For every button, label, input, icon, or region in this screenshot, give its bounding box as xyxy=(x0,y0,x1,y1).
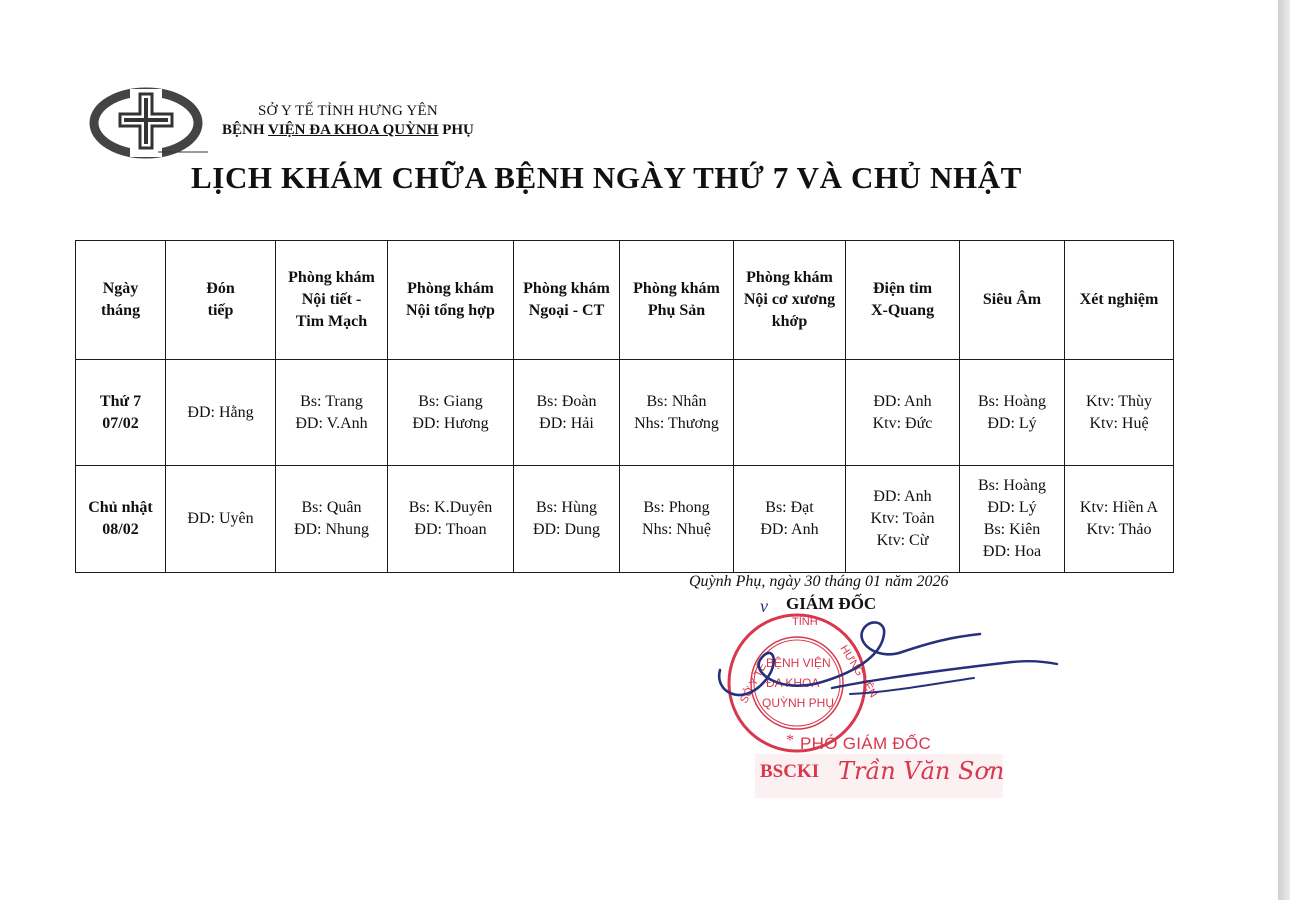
cell-line: ĐD: V.Anh xyxy=(295,414,368,432)
table-row xyxy=(76,360,1174,466)
schedule-cell xyxy=(734,466,846,573)
cell-line: Ngoại - CT xyxy=(528,302,605,319)
star-icon: * xyxy=(786,732,794,749)
cell-line: ĐD: Dung xyxy=(532,521,601,538)
date-cell xyxy=(76,360,166,466)
cell-line: Đón xyxy=(206,280,235,297)
cell-line: Nhs: Thương xyxy=(634,414,719,432)
cell-line: Điện tim xyxy=(872,280,933,297)
column-header xyxy=(1065,241,1174,360)
cell-line: ĐD: Hằng xyxy=(187,403,254,421)
cell-line: ĐD: Hương xyxy=(412,414,489,432)
svg-text:HƯNG YÊN: HƯNG YÊN xyxy=(837,643,880,700)
table-header-row xyxy=(76,241,1174,360)
cell-line: Bs: Hoàng xyxy=(978,477,1046,494)
cell-line: Bs: Phong xyxy=(643,499,710,516)
cell-line: Nội cơ xương xyxy=(743,291,836,308)
cell-line: Phụ Sản xyxy=(647,302,706,319)
initial-mark: v xyxy=(760,596,768,616)
hospital-logo xyxy=(90,86,212,168)
cell-line: Bs: K.Duyên xyxy=(408,499,493,516)
cell-line: ĐD: Hải xyxy=(539,414,594,432)
cell-line: Ktv: Cừ xyxy=(876,532,929,549)
cell-line: Ktv: Thảo xyxy=(1086,521,1152,538)
cell-line: Nhs: Nhuệ xyxy=(642,521,711,538)
place-and-date: Quỳnh Phụ, ngày 30 tháng 01 năm 2026 xyxy=(689,573,949,590)
column-header xyxy=(388,241,514,360)
director-title: GIÁM ĐỐC xyxy=(786,594,877,613)
cell-line: ĐD: Anh xyxy=(873,488,932,505)
cell-line: Bs: Đoàn xyxy=(536,392,597,410)
column-header xyxy=(846,241,960,360)
cell-line: ĐD: Uyên xyxy=(187,510,254,527)
department-name: SỞ Y TẾ TỈNH HƯNG YÊN xyxy=(258,103,438,119)
cell-line: Siêu Âm xyxy=(982,291,1042,308)
cell-line: Ktv: Đức xyxy=(872,414,933,432)
column-header xyxy=(76,241,166,360)
seal-text: QUỲNH PHỤ xyxy=(762,696,835,710)
table-row xyxy=(76,466,1174,573)
schedule-table xyxy=(75,240,1174,573)
cell-line: Bs: Trang xyxy=(300,392,363,410)
cell-line: Phòng khám xyxy=(746,269,833,286)
column-header xyxy=(514,241,620,360)
column-header xyxy=(276,241,388,360)
seal-text: BỆNH VIỆN xyxy=(766,656,831,670)
cell-line: ĐD: Lý xyxy=(987,499,1037,516)
svg-text:TỈNH: TỈNH xyxy=(792,616,818,628)
cell-line: khớp xyxy=(771,313,808,330)
cell-line: Bs: Quân xyxy=(301,499,362,516)
schedule-cell xyxy=(276,466,388,573)
svg-text:SỞ Y TẾ: SỞ Y TẾ xyxy=(738,661,770,706)
cell-line: Thứ 7 xyxy=(99,392,142,410)
schedule-cell xyxy=(1065,466,1174,573)
cell-line: Bs: Nhân xyxy=(646,392,707,410)
column-header xyxy=(166,241,276,360)
cell-line: Bs: Giang xyxy=(418,392,483,410)
cell-line: ĐD: Anh xyxy=(760,521,819,538)
hospital-name: BỆNH VIỆN ĐA KHOA QUỲNH PHỤ xyxy=(222,122,474,138)
cell-line: tiếp xyxy=(207,302,234,319)
cell-line: Ngày xyxy=(102,280,139,297)
cell-line: Bs: Hùng xyxy=(536,499,597,516)
cell-line: Bs: Hoàng xyxy=(978,392,1046,410)
signer-degree: BSCKI xyxy=(760,761,820,782)
cell-line: Ktv: Toản xyxy=(870,510,935,527)
page-edge-shadow xyxy=(1278,0,1290,900)
schedule-cell xyxy=(620,360,734,466)
schedule-cell xyxy=(846,466,960,573)
schedule-cell xyxy=(1065,360,1174,466)
schedule-cell xyxy=(620,466,734,573)
cell-line: X-Quang xyxy=(870,302,935,319)
schedule-cell xyxy=(276,360,388,466)
schedule-cell xyxy=(388,360,514,466)
vice-director-title: PHÓ GIÁM ĐỐC xyxy=(800,734,932,753)
cell-line: Phòng khám xyxy=(288,269,375,286)
schedule-cell xyxy=(388,466,514,573)
cell-line: Phòng khám xyxy=(407,280,494,297)
cell-line: Chủ nhật xyxy=(88,499,153,516)
schedule-cell xyxy=(846,360,960,466)
signer-name: Trần Văn Sơn xyxy=(838,757,1005,785)
cell-line: Xét nghiệm xyxy=(1079,291,1159,308)
cell-line: tháng xyxy=(100,302,141,319)
cell-line: Phòng khám xyxy=(523,280,610,297)
cell-line: Ktv: Hiền A xyxy=(1079,499,1159,516)
cell-line: Ktv: Huệ xyxy=(1089,414,1149,432)
handwritten-signature xyxy=(712,612,1062,722)
cell-line: ĐD: Thoan xyxy=(414,521,487,538)
cell-line: Bs: Đạt xyxy=(765,499,814,516)
schedule-cell xyxy=(734,360,846,466)
column-header xyxy=(960,241,1065,360)
cell-line: Phòng khám xyxy=(633,280,720,297)
cell-line: Nội tổng hợp xyxy=(406,302,495,319)
cell-line: Bs: Kiên xyxy=(983,521,1041,538)
schedule-cell xyxy=(514,360,620,466)
cell-line: ĐD: Hoa xyxy=(982,543,1042,560)
schedule-cell xyxy=(960,360,1065,466)
date-cell xyxy=(76,466,166,573)
document-title: LỊCH KHÁM CHỮA BỆNH NGÀY THỨ 7 VÀ CHỦ NHẬT xyxy=(191,160,1022,195)
cell-line: ĐD: Lý xyxy=(987,414,1037,432)
schedule-cell xyxy=(514,466,620,573)
cell-line: 08/02 xyxy=(102,521,139,538)
cell-line: ĐD: Anh xyxy=(873,392,932,410)
seal-text: ĐA KHOA xyxy=(766,676,820,690)
cell-line: ĐD: Nhung xyxy=(293,521,370,538)
cell-line: Nội tiết - xyxy=(301,291,362,308)
schedule-cell xyxy=(166,360,276,466)
schedule-cell xyxy=(166,466,276,573)
column-header xyxy=(734,241,846,360)
schedule-cell xyxy=(960,466,1065,573)
cell-line: 07/02 xyxy=(102,414,139,432)
column-header xyxy=(620,241,734,360)
cell-line: Ktv: Thùy xyxy=(1086,392,1152,410)
cell-line: Tim Mạch xyxy=(295,313,368,330)
